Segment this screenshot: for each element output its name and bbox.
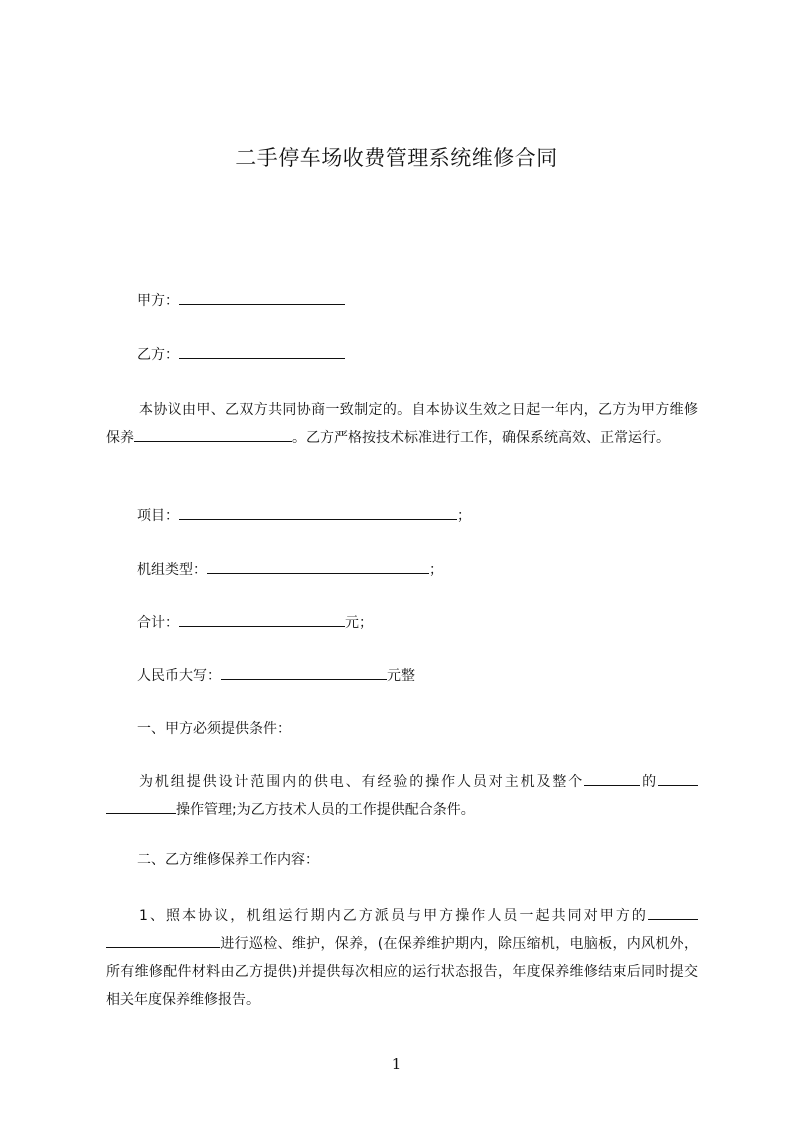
unit-type-label: 机组类型： [137,562,207,578]
section1-text-3: 操作管理;为乙方技术人员的工作提供配合条件。 [176,802,475,818]
party-a-label: 甲方： [137,293,179,309]
unit-type-line [137,559,443,580]
total-blank [179,612,345,627]
party-a-line [137,290,345,311]
intro-blank [134,427,292,442]
section1-text-1: 为机组提供设计范围内的供电、有经验的操作人员对主机及整个 [139,774,585,790]
project-line [137,505,471,526]
section2-blank-2 [106,933,220,948]
party-b-blank [179,344,345,359]
total-line [137,612,373,633]
page-number: 1 [391,1055,402,1073]
rmb-label: 人民币大写： [137,668,221,684]
project-label: 项目： [137,508,179,524]
intro-text-2: 。乙方严格按技术标准进行工作，确保系统高效、正常运行。 [292,430,670,446]
intro-paragraph [106,396,698,452]
project-blank [179,505,457,520]
party-b-line [137,344,345,365]
party-a-blank [179,290,345,305]
section1-heading: 一、甲方必须提供条件： [137,721,291,737]
section2-item1-text-2: 进行巡检、维护，保养，(在保养维护期内，除压缩机，电脑板，内风机外，所有维修配件材料由乙方提供)并提供每次相应的运行状态报告，年度保养维修结束后同时提交相关年度保养维修报告。 [106,936,698,1008]
section1-text-2: 的 [640,774,659,790]
intro-text-1: 本协议由甲、乙双方共同协商一致制定的。自本协议生效之日起一年内，乙方为甲方维修保养 [106,402,698,446]
section1-blank-2b [106,799,176,814]
section2-item1 [106,902,698,1014]
project-suffix: ； [457,508,471,524]
total-label: 合计： [137,615,179,631]
section2-heading: 二、乙方维修保养工作内容： [137,852,319,868]
rmb-blank [221,665,387,680]
section1-blank-2a [658,771,698,786]
section2-item1-text-1: 1、照本协议，机组运行期内乙方派员与甲方操作人员一起共同对甲方的 [139,908,648,924]
section2-blank-1 [648,905,698,920]
total-suffix: 元； [345,615,373,631]
section1-blank-1 [584,771,640,786]
rmb-line [137,665,415,686]
section1-body [106,768,698,824]
unit-type-suffix: ； [429,562,443,578]
rmb-suffix: 元整 [387,668,415,684]
unit-type-blank [207,559,429,574]
document-title: 二手停车场收费管理系统维修合同 [235,146,558,170]
party-b-label: 乙方： [137,347,179,363]
